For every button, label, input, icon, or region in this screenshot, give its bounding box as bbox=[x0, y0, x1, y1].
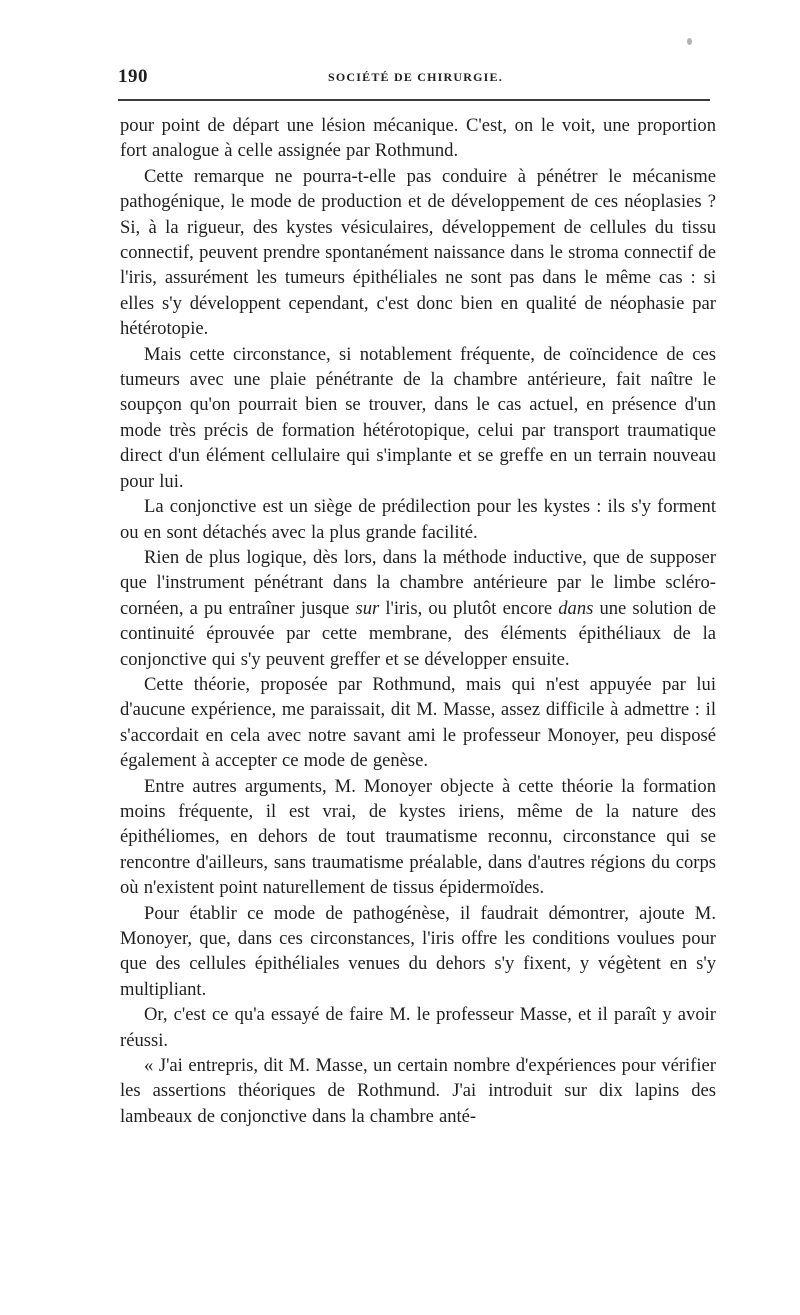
paragraph-text: une solution de continuité éprouvée par cette membrane, des éléments épithéliaux de la conjonctive qui s'y peuvent greffer et se développer ensuite. bbox=[120, 597, 716, 670]
page-number: 190 bbox=[118, 66, 148, 87]
body-text bbox=[120, 113, 716, 1129]
paragraph: La conjonctive est un siège de prédilection pour les kystes : ils s'y forment ou en sont détachés avec la plus grande facilité. bbox=[120, 496, 716, 543]
paragraph-text: l'iris, ou plutôt encore bbox=[379, 597, 559, 619]
paragraph: Cette remarque ne pourra-t-elle pas conduire à pénétrer le mécanisme pathogénique, le mode de production et de développement de ces néoplasies ? Si, à la rigueur, des kystes vésiculaires, développement de cellules du tissu connectif, peuvent prendre spontanément naissance dans le stroma connectif de l'iris, assurément les tumeurs épithéliales ne sont pas dans le même cas : si elles s'y développent cependant, c'est donc bien en qualité de néophasie par hétérotopie. bbox=[120, 165, 716, 340]
paragraph bbox=[120, 545, 716, 672]
paragraph: « J'ai entrepris, dit M. Masse, un certain nombre d'expériences pour vérifier les assertions théoriques de Rothmund. J'ai introduit sur dix lapins des lambeaux de conjonctive dans la chambre anté- bbox=[120, 1055, 716, 1127]
paragraph: Cette théorie, proposée par Rothmund, mais qui n'est appuyée par lui d'aucune expérience, me paraissait, dit M. Masse, assez difficile à admettre : il s'accordait en cela avec notre savant ami le professeur Monoyer, peu disposé également à accepter ce mode de genèse. bbox=[120, 673, 716, 772]
page-header bbox=[118, 66, 710, 90]
running-title: SOCIÉTÉ DE CHIRURGIE. bbox=[328, 70, 503, 84]
paragraph: Entre autres arguments, M. Monoyer objecte à cette théorie la formation moins fréquente, il est vrai, de kystes iriens, même de la nature des épithéliomes, en dehors de tout traumatisme reconnu, circonstance qui se rencontre d'ailleurs, sans traumatisme préalable, dans d'autres régions du corps où n'existent point naturellement de tissus épidermoïdes. bbox=[120, 775, 716, 899]
scan-speck bbox=[687, 38, 692, 45]
paragraph: Or, c'est ce qu'a essayé de faire M. le professeur Masse, et il paraît y avoir réussi. bbox=[120, 1004, 716, 1051]
paragraph: pour point de départ une lésion mécanique. C'est, on le voit, une proportion fort analogue à celle assignée par Rothmund. bbox=[120, 115, 716, 162]
italic-word: dans bbox=[558, 597, 594, 619]
paragraph: Pour établir ce mode de pathogénèse, il faudrait démontrer, ajoute M. Monoyer, que, dans ces circonstances, l'iris offre les conditions voulues pour que des cellules épithéliales venues du dehors s'y fixent, y végètent en s'y multipliant. bbox=[120, 902, 716, 1000]
paragraph: Mais cette circonstance, si notablement fréquente, de coïncidence de ces tumeurs avec une plaie pénétrante de la chambre antérieure, fait naître le soupçon qu'on pourrait bien se trouver, dans le cas actuel, en présence d'un mode très précis de formation hétérotopique, celui par transport traumatique direct d'un élément cellulaire qui s'implante et se greffe en un terrain nouveau pour lui. bbox=[120, 343, 716, 492]
header-rule bbox=[118, 99, 710, 101]
paragraph-text: Rien de plus logique, dès lors, dans la méthode inductive, que de supposer que l'instrument pénétrant dans la chambre antérieure par le limbe scléro-cornéen, a pu entraîner jusque bbox=[120, 546, 716, 619]
italic-word: sur bbox=[355, 597, 380, 619]
